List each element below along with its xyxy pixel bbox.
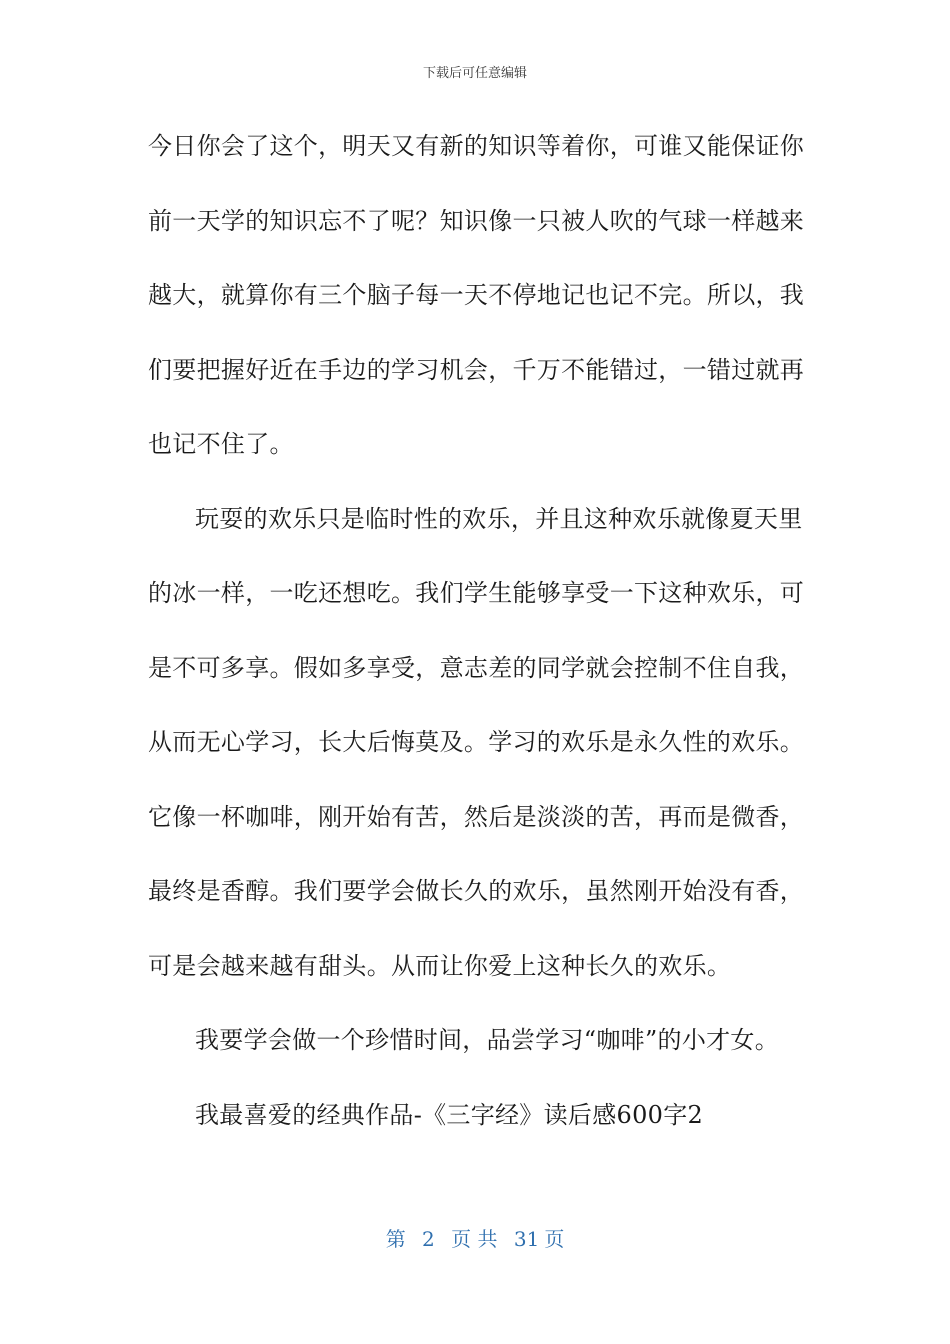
- text-line: 最终是香醇。我们要学会做长久的欢乐，虽然刚开始没有香，: [148, 877, 805, 905]
- section-heading: 我最喜爱的经典作品-《三字经》读后感600字2: [195, 1100, 704, 1129]
- text-line-indented: 我要学会做一个珍惜时间，品尝学习“咖啡”的小才女。: [195, 1026, 780, 1054]
- text-line-indented: 玩耍的欢乐只是临时性的欢乐，并且这种欢乐就像夏天里: [195, 504, 803, 533]
- document-body: [148, 120, 805, 1163]
- total-page-count: 31: [513, 1227, 540, 1251]
- page-header: 下载后可任意编辑: [422, 66, 527, 81]
- text-line: 它像一杯咖啡，刚开始有苦，然后是淡淡的苦，再而是微香，: [148, 802, 805, 831]
- text-line: 越大，就算你有三个脑子每一天不停地记也记不完。所以，我: [148, 281, 805, 309]
- page-number-middle: 页 共: [451, 1227, 498, 1251]
- page-footer: [0, 1226, 950, 1252]
- current-page-number: 2: [422, 1227, 435, 1251]
- text-line: 可是会越来越有甜头。从而让你爱上这种长久的欢乐。: [148, 951, 732, 980]
- text-line: 也记不住了。: [148, 430, 294, 458]
- text-line: 们要把握好近在手边的学习机会，千万不能错过，一错过就再: [148, 355, 805, 384]
- text-line: 从而无心学习，长大后悔莫及。学习的欢乐是永久性的欢乐。: [148, 728, 805, 756]
- text-line: 前一天学的知识忘不了呢？知识像一只被人吹的气球一样越来: [148, 206, 805, 235]
- page-number-suffix: 页: [544, 1227, 565, 1251]
- text-line: 的冰一样，一吃还想吃。我们学生能够享受一下这种欢乐，可: [148, 579, 805, 607]
- text-line: 是不可多享。假如多享受，意志差的同学就会控制不住自我，: [148, 653, 805, 682]
- page-number-prefix: 第: [385, 1227, 406, 1251]
- text-line: 今日你会了这个，明天又有新的知识等着你，可谁又能保证你: [148, 132, 805, 160]
